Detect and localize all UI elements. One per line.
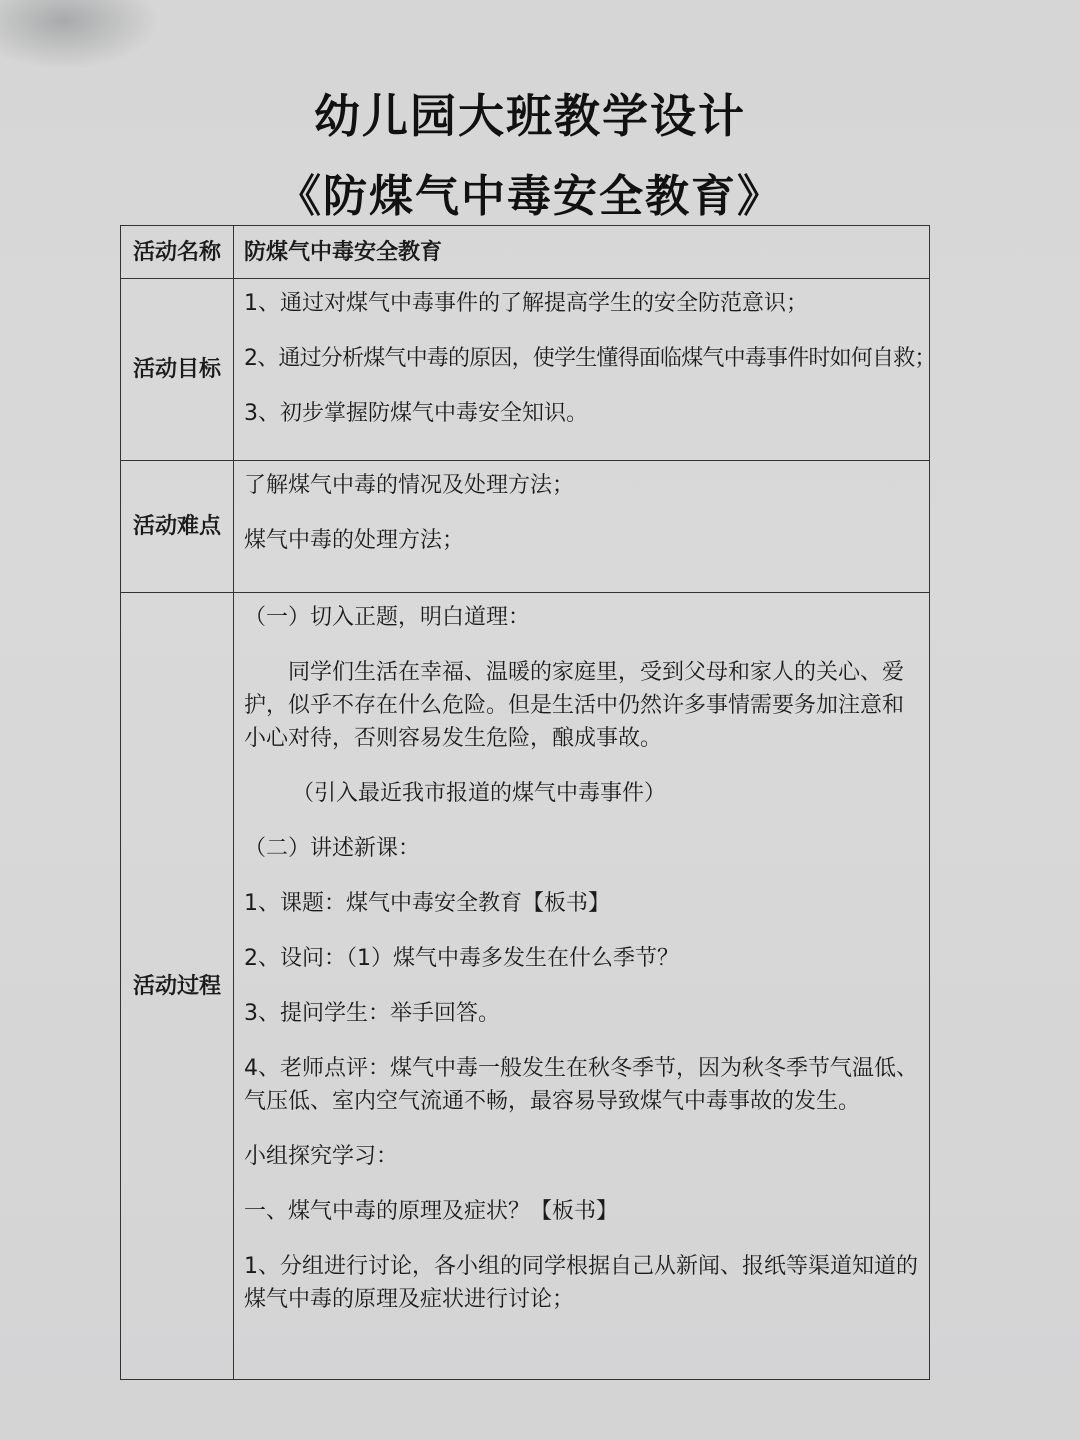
process-step: 2、设问：（1）煤气中毒多发生在什么季节？: [244, 946, 679, 971]
process-paragraph: 同学们生活在幸福、温暖的家庭里，受到父母和家人的关心、爱护，似乎不存在什么危险。但是生活中仍然许多事情需要务加注意和小心对待，否则容易发生危险，酿成事故。: [244, 660, 905, 751]
table-row-activity-difficulty: [121, 461, 930, 593]
goal-item: 2、通过分析煤气中毒的原因，使学生懂得面临煤气中毒事件时如何自救；: [244, 346, 936, 371]
process-step: 1、分组进行讨论，各小组的同学根据自己从新闻、报纸等渠道知道的煤气中毒的原理及症状进行讨论；: [244, 1254, 918, 1312]
process-step: 3、提问学生：举手回答。: [244, 1001, 500, 1026]
process-step: 4、老师点评：煤气中毒一般发生在秋冬季节，因为秋冬季节气温低、气压低、室内空气流通不畅，最容易导致煤气中毒事故的发生。: [244, 1056, 918, 1114]
document-title: 幼儿园大班教学设计: [314, 89, 746, 143]
activity-difficulty-cell: [234, 461, 930, 593]
process-heading-2: （二）讲述新课：: [244, 836, 421, 861]
goal-item: 1、通过对煤气中毒事件的了解提高学生的安全防范意识；: [244, 291, 808, 316]
process-note: （引入最近我市报道的煤气中毒事件）: [292, 781, 667, 806]
document-subtitle: 《防煤气中毒安全教育》: [277, 171, 783, 222]
table-row-activity-goals: [121, 279, 930, 461]
table-row-activity-name: [121, 226, 930, 279]
difficulty-item: 煤气中毒的处理方法；: [244, 528, 465, 553]
activity-goals-cell: [234, 279, 936, 461]
label-activity-goals: 活动目标: [121, 279, 234, 461]
process-heading-1: （一）切入正题，明白道理：: [244, 605, 531, 630]
process-subheading: 小组探究学习：: [244, 1144, 399, 1169]
value-activity-name: 防煤气中毒安全教育: [234, 226, 930, 279]
table-row-activity-process: [121, 593, 930, 1380]
process-step: 1、课题：煤气中毒安全教育【板书】: [244, 891, 610, 916]
lesson-plan-table: [120, 225, 936, 1380]
difficulty-item: 了解煤气中毒的情况及处理方法；: [244, 473, 575, 498]
activity-process-cell: [234, 593, 930, 1380]
label-activity-name: 活动名称: [121, 226, 234, 279]
label-activity-difficulty: 活动难点: [121, 461, 234, 593]
process-question: 一、煤气中毒的原理及症状？【板书】: [244, 1199, 619, 1224]
label-activity-process: 活动过程: [121, 593, 234, 1380]
paper-shadow: [0, 0, 160, 70]
goal-item: 3、初步掌握防煤气中毒安全知识。: [244, 401, 588, 426]
